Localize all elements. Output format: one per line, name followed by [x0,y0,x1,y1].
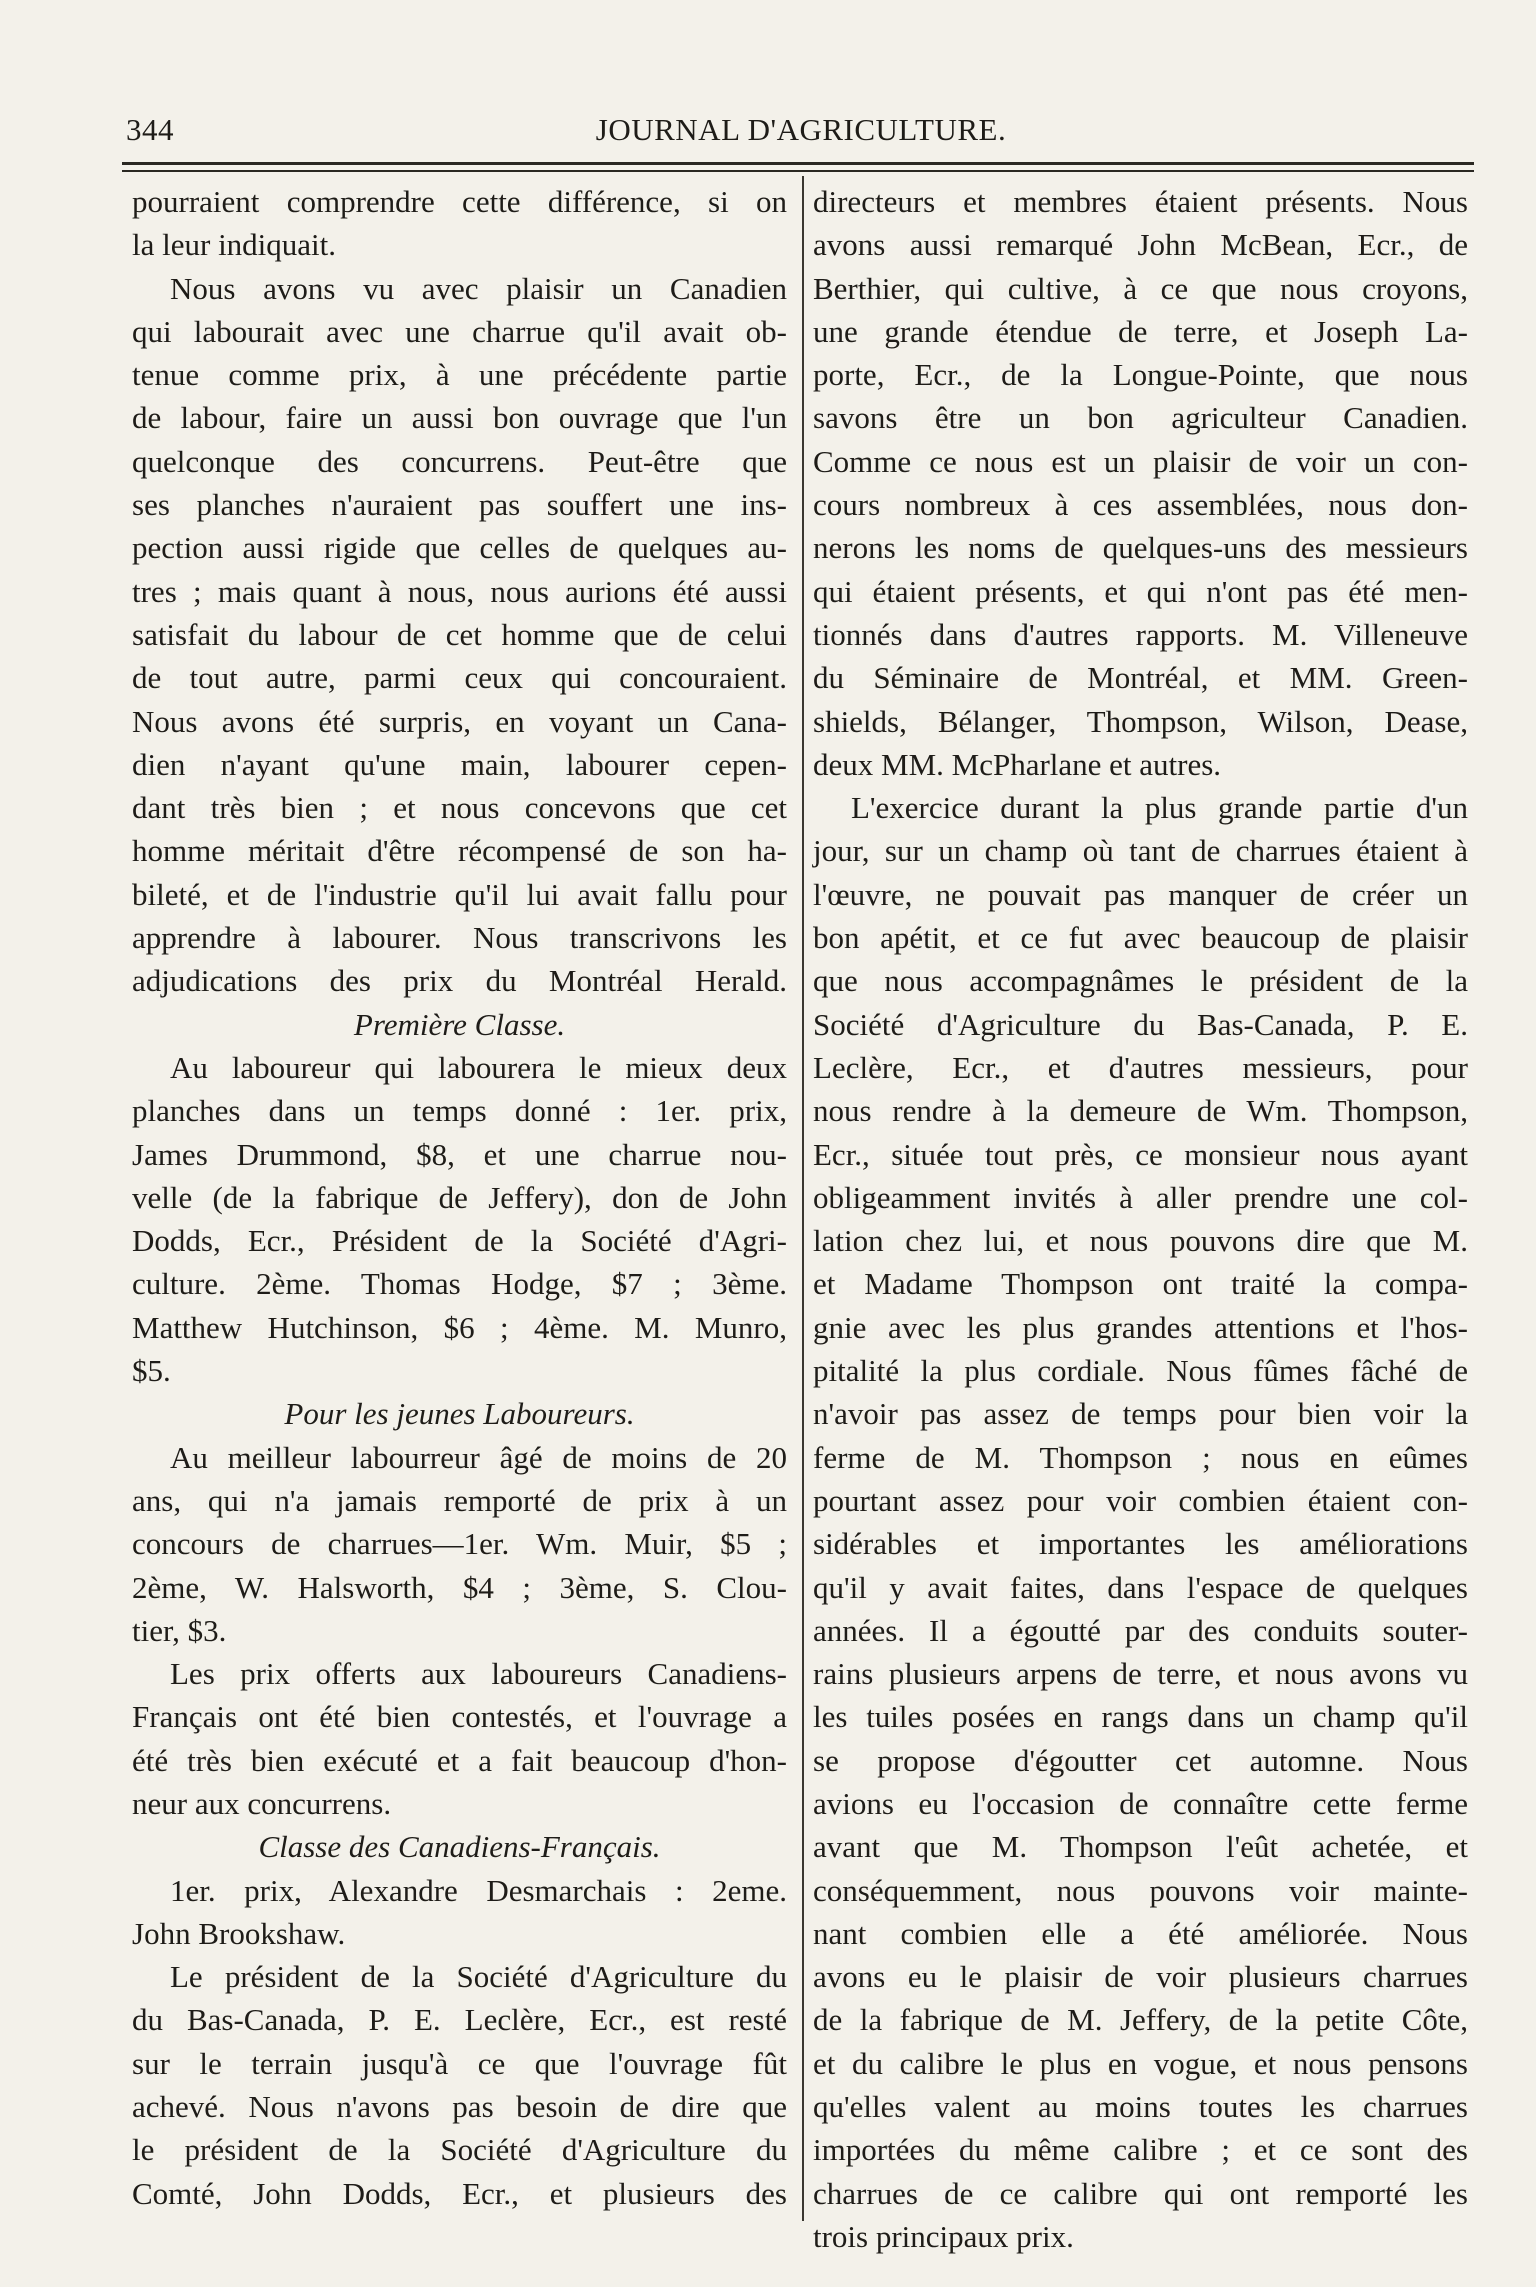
text-line: Nous avons vu avec plaisir un Canadien [170,270,787,306]
text-line: pourraient comprendre cette différence, si on [132,184,787,219]
text-line: nerons les noms de quelques-uns des messieurs [813,530,1468,566]
text-line: rains plusieurs arpens de terre, et nous avons vu [813,1656,1468,1692]
text-line: L'exercice durant la plus grande partie d'un [851,790,1468,826]
text-line: achevé. Nous n'avons pas besoin de dire que [132,2089,787,2125]
text-line: John Brookshaw. [132,1915,346,1951]
text-line: nous rendre à la demeure de Wm. Thompson, [813,1093,1468,1129]
right-column [813,180,1468,2258]
text-line: tenue comme prix, à une précédente partie [132,357,787,393]
text-line: Au meilleur labourreur âgé de moins de 20 [170,1439,787,1475]
text-line: de labour, faire un aussi bon ouvrage que l'un [132,400,787,436]
text-line: dant très bien ; et nous concevons que cet [132,790,787,826]
text-line: avons aussi remarqué John McBean, Ecr., de [813,227,1468,263]
page-header [126,112,1476,152]
text-line: porte, Ecr., de la Longue-Pointe, que nous [813,357,1468,393]
text-line: neur aux concurrens. [132,1785,392,1821]
text-line: jour, sur un champ où tant de charrues étaient à [813,833,1468,869]
text-line: obligeamment invités à aller prendre une col- [813,1179,1468,1215]
text-line: du Séminaire de Montréal, et MM. Green- [813,660,1468,696]
text-line: qu'il y avait faites, dans l'espace de quelques [813,1569,1468,1605]
text-line: savons être un bon agriculteur Canadien. [813,400,1468,436]
text-line: avons eu le plaisir de voir plusieurs charrues [813,1959,1468,1995]
text-line: l'œuvre, ne pouvait pas manquer de créer un [813,876,1468,912]
text-line: le président de la Société d'Agriculture du [132,2132,787,2168]
text-line: nant combien elle a été améliorée. Nous [813,1915,1468,1951]
text-line: n'avoir pas assez de temps pour bien voir la [813,1396,1468,1432]
text-line: une grande étendue de terre, et Joseph La- [813,313,1468,349]
text-line: ses planches n'auraient pas souffert une ins- [132,487,787,523]
header-rule-thick [122,162,1474,165]
text-line: Les prix offerts aux laboureurs Canadiens- [170,1656,787,1692]
text-line: avant que M. Thompson l'eût achetée, et [813,1829,1468,1865]
text-line: cours nombreux à ces assemblées, nous don- [813,487,1468,523]
text-line: de la fabrique de M. Jeffery, de la petite Côte, [813,2002,1468,2038]
text-line: tier, $3. [132,1612,227,1648]
text-line: apprendre à labourer. Nous transcrivons les [132,920,787,956]
text-line: la leur indiquait. [132,227,337,263]
text-line: importées du même calibre ; et ce sont des [813,2132,1468,2168]
column-divider [802,176,804,2221]
text-line: tionnés dans d'autres rapports. M. Villeneuve [813,616,1468,652]
text-line: et du calibre le plus en vogue, et nous pensons [813,2045,1468,2081]
text-line: quelconque des concurrens. Peut-être que [132,443,787,479]
text-line: trois principaux prix. [813,2218,1074,2254]
text-line: planches dans un temps donné : 1er. prix, [132,1093,787,1129]
text-line: gnie avec les plus grandes attentions et l'hos- [813,1309,1468,1345]
text-line: de tout autre, parmi ceux qui concouraient. [132,660,787,696]
text-line: que nous accompagnâmes le président de la [813,963,1468,999]
text-line: 1er. prix, Alexandre Desmarchais : 2eme. [170,1872,787,1908]
text-line: sur le terrain jusqu'à ce que l'ouvrage fût [132,2045,787,2081]
text-line: charrues de ce calibre qui ont remporté les [813,2175,1468,2211]
section-heading: Première Classe. [353,1006,566,1042]
text-line: 2ème, W. Halsworth, $4 ; 3ème, S. Clou- [132,1569,787,1605]
running-title: JOURNAL D'AGRICULTURE. [595,112,1007,147]
text-line: les tuiles posées en rangs dans un champ qu'il [813,1699,1468,1735]
text-line: adjudications des prix du Montréal Herald. [132,963,787,999]
text-line: Comté, John Dodds, Ecr., et plusieurs des [132,2175,787,2211]
text-line: shields, Bélanger, Thompson, Wilson, Dease, [813,703,1468,739]
text-line: pitalité la plus cordiale. Nous fûmes fâché de [813,1353,1468,1389]
section-heading: Classe des Canadiens-Français. [258,1829,661,1865]
header-rule-thin [122,170,1474,172]
text-line: lation chez lui, et nous pouvons dire que M. [813,1223,1468,1259]
left-column [132,180,787,2215]
text-line: été très bien exécuté et a fait beaucoup d'hon- [132,1742,787,1778]
text-line: concours de charrues—1er. Wm. Muir, $5 ; [132,1526,787,1562]
text-line: Le président de la Société d'Agriculture du [170,1959,787,1995]
text-line: du Bas-Canada, P. E. Leclère, Ecr., est resté [132,2002,787,2038]
text-line: Nous avons été surpris, en voyant un Cana- [132,703,787,739]
text-line: James Drummond, $8, et une charrue nou- [132,1136,787,1172]
text-line: Berthier, qui cultive, à ce que nous croyons, [813,270,1468,306]
text-line: deux MM. McPharlane et autres. [813,746,1222,782]
text-line: Dodds, Ecr., Président de la Société d'Agri- [132,1223,787,1259]
text-line: ans, qui n'a jamais remporté de prix à un [132,1482,787,1518]
text-line: Comme ce nous est un plaisir de voir un con- [813,443,1468,479]
text-line: velle (de la fabrique de Jeffery), don de John [132,1179,787,1215]
text-line: années. Il a égoutté par des conduits souter- [813,1612,1468,1648]
section-heading: Pour les jeunes Laboureurs. [284,1396,635,1432]
text-line: homme méritait d'être récompensé de son ha- [132,833,787,869]
text-line: et Madame Thompson ont traité la compa- [813,1266,1468,1302]
text-line: Ecr., située tout près, ce monsieur nous ayant [813,1136,1468,1172]
text-line: conséquemment, nous pouvons voir mainte- [813,1872,1468,1908]
text-line: se propose d'égoutter cet automne. Nous [813,1742,1468,1778]
text-line: qui labourait avec une charrue qu'il avait ob- [132,313,787,349]
text-line: sidérables et importantes les améliorations [813,1526,1468,1562]
text-line: satisfait du labour de cet homme que de celui [132,616,787,652]
text-line: tres ; mais quant à nous, nous aurions été aussi [132,573,787,609]
text-line: qu'elles valent au moins toutes les charrues [813,2089,1468,2125]
text-line: Français ont été bien contestés, et l'ouvrage a [132,1699,787,1735]
text-line: qui étaient présents, et qui n'ont pas été men- [813,573,1468,609]
text-line: ferme de M. Thompson ; nous en eûmes [813,1439,1468,1475]
text-line: Au laboureur qui labourera le mieux deux [170,1049,787,1085]
text-line: pourtant assez pour voir combien étaient con- [813,1482,1468,1518]
text-line: pection aussi rigide que celles de quelques au- [132,530,787,566]
text-line: $5. [132,1353,171,1389]
text-line: Leclère, Ecr., et d'autres messieurs, pour [813,1049,1468,1085]
text-line: Matthew Hutchinson, $6 ; 4ème. M. Munro, [132,1309,787,1345]
text-line: avions eu l'occasion de connaître cette ferme [813,1785,1468,1821]
text-line: culture. 2ème. Thomas Hodge, $7 ; 3ème. [132,1266,787,1302]
text-line: bon apétit, et ce fut avec beaucoup de plaisir [813,920,1468,956]
text-line: directeurs et membres étaient présents. Nous [813,184,1468,219]
text-line: Société d'Agriculture du Bas-Canada, P. E. [813,1006,1468,1042]
page-number: 344 [126,112,174,147]
text-line: bileté, et de l'industrie qu'il lui avait fallu pour [132,876,787,912]
text-line: dien n'ayant qu'une main, labourer cepen- [132,746,787,782]
